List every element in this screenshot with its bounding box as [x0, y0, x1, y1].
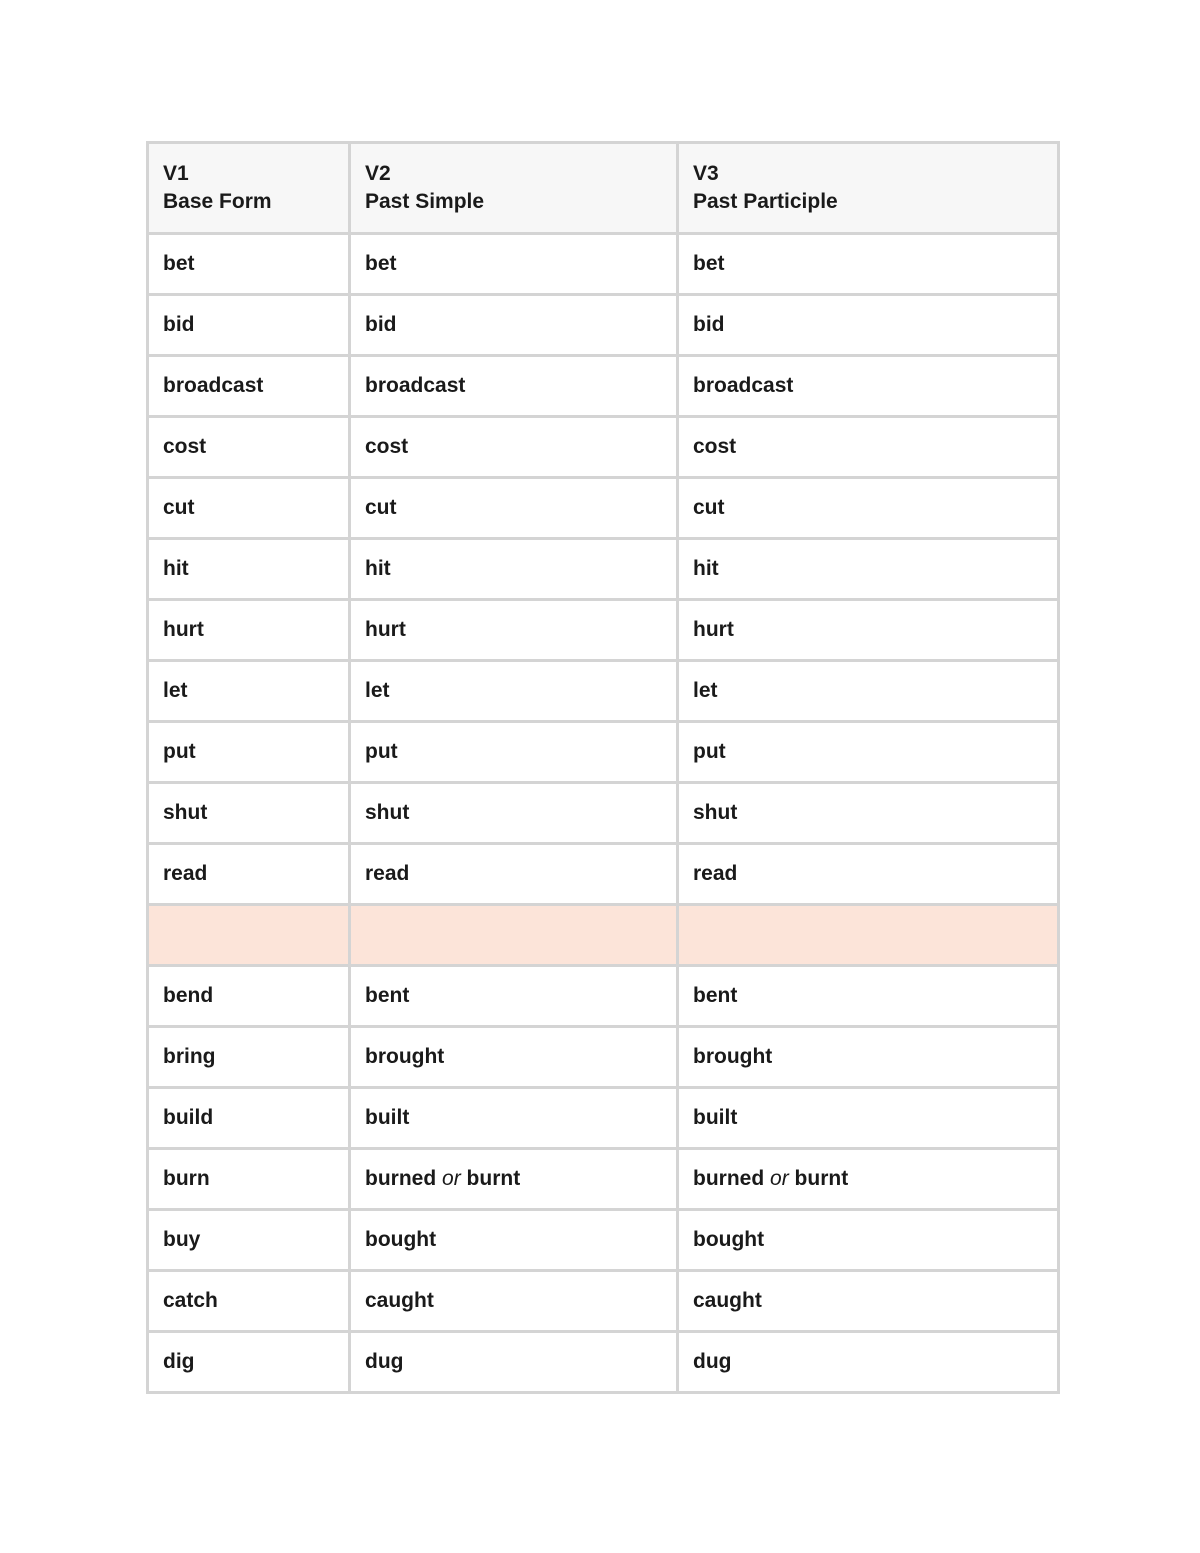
past-simple-cell: bet: [350, 234, 678, 295]
header-code: V1: [163, 162, 189, 185]
past-participle-cell: read: [678, 844, 1059, 905]
variant-b: burnt: [466, 1167, 521, 1190]
header-label: Past Simple: [365, 190, 485, 213]
base-form-cell: cost: [148, 417, 350, 478]
past-simple-cell: dug: [350, 1332, 678, 1393]
table-row: [148, 844, 1059, 905]
irregular-verbs-table: [146, 141, 1060, 1394]
past-participle-cell: caught: [678, 1271, 1059, 1332]
base-form-cell: cut: [148, 478, 350, 539]
base-form-cell: read: [148, 844, 350, 905]
past-simple-cell: put: [350, 722, 678, 783]
table-row: [148, 783, 1059, 844]
header-v1: [148, 143, 350, 234]
header-v3: [678, 143, 1059, 234]
past-simple-cell: caught: [350, 1271, 678, 1332]
past-participle-cell: bent: [678, 966, 1059, 1027]
past-participle-cell: cost: [678, 417, 1059, 478]
past-participle-cell: bid: [678, 295, 1059, 356]
header-label: Past Participle: [693, 190, 838, 213]
past-participle-cell: shut: [678, 783, 1059, 844]
variant-a: burned: [365, 1167, 437, 1190]
past-simple-cell: built: [350, 1088, 678, 1149]
base-form-cell: bid: [148, 295, 350, 356]
or-connector: or: [770, 1167, 789, 1190]
header-code: V3: [693, 162, 719, 185]
base-form-cell: hurt: [148, 600, 350, 661]
base-form-cell: bet: [148, 234, 350, 295]
past-participle-cell: brought: [678, 1027, 1059, 1088]
past-participle-cell: put: [678, 722, 1059, 783]
table-row: [148, 1271, 1059, 1332]
base-form-cell: buy: [148, 1210, 350, 1271]
past-participle-cell: bet: [678, 234, 1059, 295]
past-participle-cell: bought: [678, 1210, 1059, 1271]
table-row: [148, 966, 1059, 1027]
past-simple-cell: hit: [350, 539, 678, 600]
past-simple-cell: bought: [350, 1210, 678, 1271]
separator-cell: [350, 905, 678, 966]
table-row: [148, 539, 1059, 600]
base-form-cell: bring: [148, 1027, 350, 1088]
header-code: V2: [365, 162, 391, 185]
past-simple-cell: shut: [350, 783, 678, 844]
separator-cell: [148, 905, 350, 966]
table-row: [148, 417, 1059, 478]
base-form-cell: burn: [148, 1149, 350, 1210]
past-simple-cell: let: [350, 661, 678, 722]
table-row: [148, 1027, 1059, 1088]
past-simple-cell: read: [350, 844, 678, 905]
past-participle-cell: hurt: [678, 600, 1059, 661]
table-header: [148, 143, 1059, 234]
past-participle-cell: [678, 1149, 1059, 1210]
table-row: [148, 1149, 1059, 1210]
variant-b: burnt: [794, 1167, 849, 1190]
past-participle-cell: dug: [678, 1332, 1059, 1393]
table-body: [148, 234, 1059, 1393]
header-label: Base Form: [163, 190, 272, 213]
separator-row: [148, 905, 1059, 966]
or-connector: or: [442, 1167, 461, 1190]
base-form-cell: put: [148, 722, 350, 783]
past-simple-cell: broadcast: [350, 356, 678, 417]
header-v2: [350, 143, 678, 234]
table-row: [148, 1088, 1059, 1149]
past-participle-cell: built: [678, 1088, 1059, 1149]
separator-cell: [678, 905, 1059, 966]
past-simple-cell: brought: [350, 1027, 678, 1088]
past-participle-cell: hit: [678, 539, 1059, 600]
base-form-cell: bend: [148, 966, 350, 1027]
past-simple-cell: hurt: [350, 600, 678, 661]
past-simple-cell: cost: [350, 417, 678, 478]
base-form-cell: hit: [148, 539, 350, 600]
table-row: [148, 478, 1059, 539]
table-row: [148, 1332, 1059, 1393]
header-row: [148, 143, 1059, 234]
past-simple-cell: bent: [350, 966, 678, 1027]
base-form-cell: build: [148, 1088, 350, 1149]
past-participle-cell: let: [678, 661, 1059, 722]
past-simple-cell: cut: [350, 478, 678, 539]
table-row: [148, 600, 1059, 661]
base-form-cell: catch: [148, 1271, 350, 1332]
base-form-cell: let: [148, 661, 350, 722]
table-row: [148, 356, 1059, 417]
past-simple-cell: [350, 1149, 678, 1210]
table-row: [148, 661, 1059, 722]
table-row: [148, 1210, 1059, 1271]
base-form-cell: broadcast: [148, 356, 350, 417]
table-row: [148, 295, 1059, 356]
past-participle-cell: broadcast: [678, 356, 1059, 417]
table-row: [148, 234, 1059, 295]
past-participle-cell: cut: [678, 478, 1059, 539]
variant-a: burned: [693, 1167, 765, 1190]
base-form-cell: shut: [148, 783, 350, 844]
table-row: [148, 722, 1059, 783]
past-simple-cell: bid: [350, 295, 678, 356]
base-form-cell: dig: [148, 1332, 350, 1393]
